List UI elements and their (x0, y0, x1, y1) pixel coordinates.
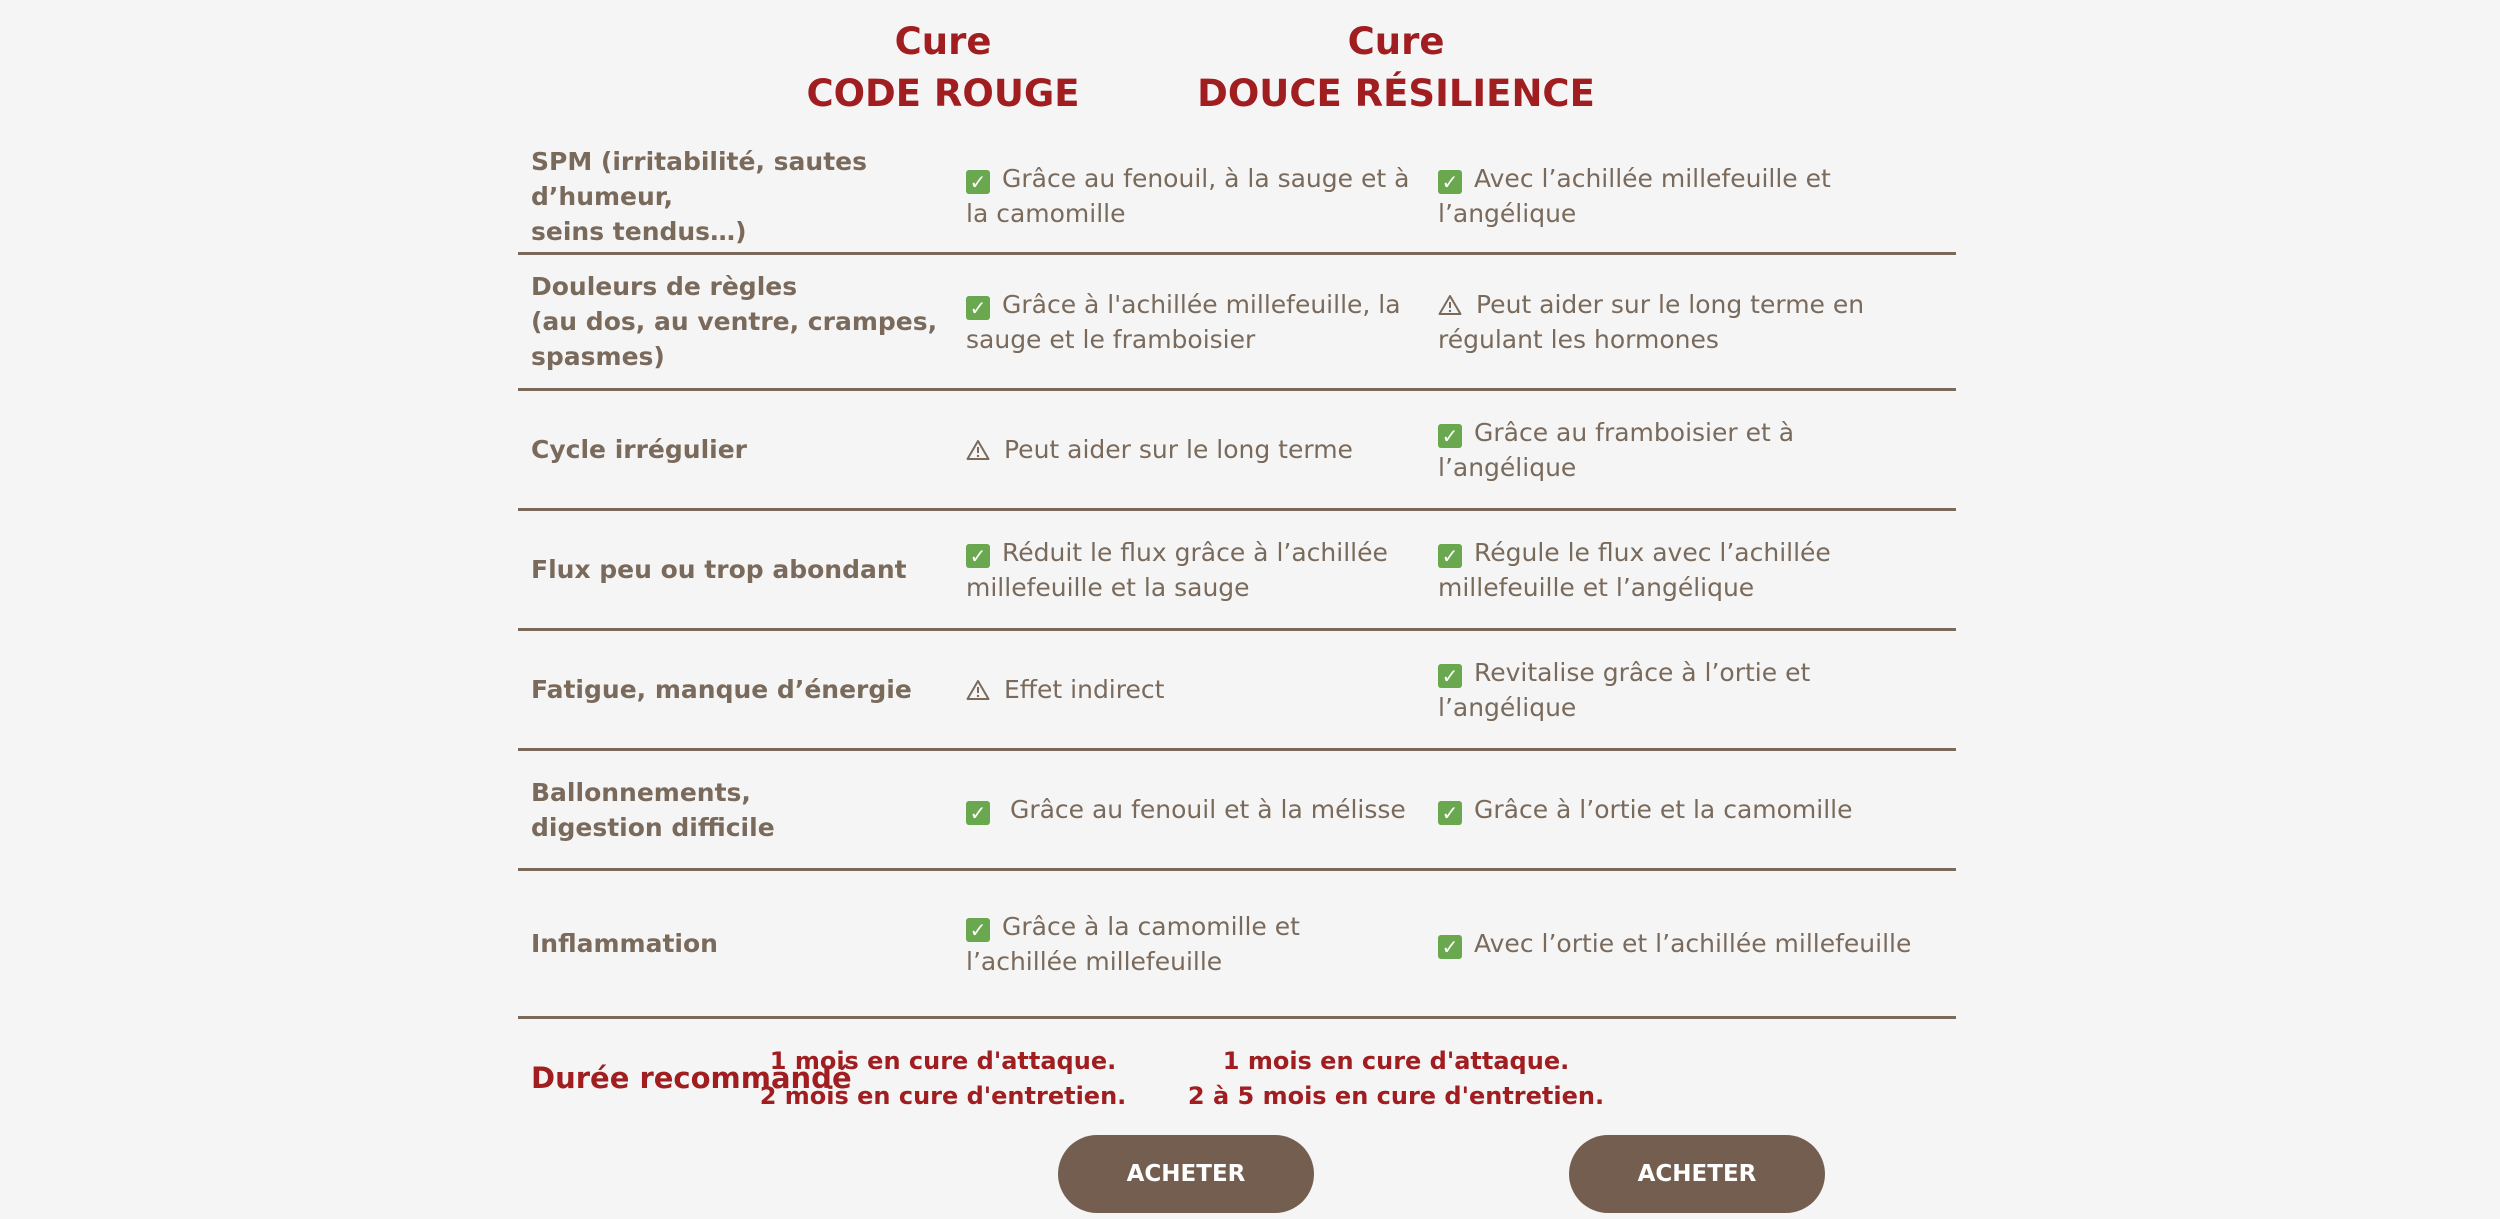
cell-douce-resilience: Peut aider sur le long terme en régulant les hormones (1438, 289, 1865, 354)
warning-icon (966, 679, 992, 701)
table-row (518, 871, 1956, 1019)
product-title-douce-resilience: Cure DOUCE RÉSILIENCE (1197, 20, 1595, 115)
table-row (518, 511, 1956, 631)
check-icon: ✓ (1438, 424, 1462, 448)
check-icon: ✓ (1438, 935, 1462, 959)
buy-code-rouge-button[interactable]: ACHETER (1058, 1135, 1314, 1213)
cell-douce-resilience: ✓ Grâce à l’ortie et la camomille (1414, 792, 1934, 827)
cell-code-rouge: ✓ Réduit le flux grâce à l’achillée millefeuille et la sauge (966, 537, 1388, 602)
table-row (518, 751, 1956, 871)
check-icon: ✓ (966, 918, 990, 942)
comparison-table (518, 0, 1956, 1219)
check-icon: ✓ (1438, 801, 1462, 825)
cell-douce-resilience: ✓ Régule le flux avec l’achillée millefeuille et l’angélique (1438, 537, 1831, 602)
row-label: Inflammation (531, 929, 718, 958)
cell-douce-resilience: ✓ Avec l’achillée millefeuille et l’angélique (1438, 164, 1831, 228)
check-icon: ✓ (1438, 544, 1462, 568)
row-label: Cycle irrégulier (531, 435, 747, 464)
cell-code-rouge: Effet indirect (942, 672, 1414, 707)
cell-douce-resilience: ✓ Grâce au framboisier et à l’angélique (1438, 417, 1795, 482)
table-header (518, 0, 1956, 140)
check-icon: ✓ (966, 170, 990, 194)
cell-code-rouge: ✓ Grâce au fenouil, à la sauge et à la camomille (966, 164, 1410, 228)
warning-icon (1438, 294, 1464, 316)
check-icon: ✓ (1438, 170, 1462, 194)
row-label: Ballonnements, digestion difficile (531, 777, 775, 842)
check-icon: ✓ (1438, 664, 1462, 688)
duration-label: Durée recommandé (531, 1061, 852, 1095)
row-label: SPM (irritabilité, sautes d’humeur, seins tendus…) (531, 146, 867, 246)
warning-icon (966, 439, 992, 461)
cell-code-rouge: Peut aider sur le long terme (942, 432, 1414, 467)
duration-douce-resilience: 1 mois en cure d'attaque. 2 à 5 mois en cure d'entretien. (1187, 1047, 1605, 1110)
product-title-code-rouge: Cure CODE ROUGE (806, 20, 1080, 115)
check-icon: ✓ (966, 801, 990, 825)
cell-code-rouge: ✓ Grâce à la camomille et l’achillée millefeuille (966, 911, 1300, 976)
check-icon: ✓ (966, 544, 990, 568)
duration-code-rouge: 1 mois en cure d'attaque. 2 mois en cure d'entretien. (759, 1047, 1127, 1110)
buy-douce-resilience-button[interactable]: ACHETER (1569, 1135, 1825, 1213)
table-row (518, 255, 1956, 391)
table-row (518, 140, 1956, 255)
table-row (518, 631, 1956, 751)
row-label: Flux peu ou trop abondant (531, 555, 907, 584)
table-row (518, 391, 1956, 511)
cell-douce-resilience: ✓ Avec l’ortie et l’achillée millefeuille (1414, 926, 1934, 961)
duration-row (518, 1019, 1956, 1219)
cell-code-rouge: ✓ Grâce au fenouil et à la mélisse (942, 792, 1414, 827)
cell-code-rouge: ✓ Grâce à l'achillée millefeuille, la sauge et le framboisier (966, 289, 1401, 354)
row-label: Douleurs de règles (au dos, au ventre, crampes, spasmes) (531, 272, 938, 371)
cell-douce-resilience: ✓ Revitalise grâce à l’ortie et l’angélique (1438, 657, 1811, 722)
row-label: Fatigue, manque d’énergie (531, 675, 912, 704)
check-icon: ✓ (966, 296, 990, 320)
